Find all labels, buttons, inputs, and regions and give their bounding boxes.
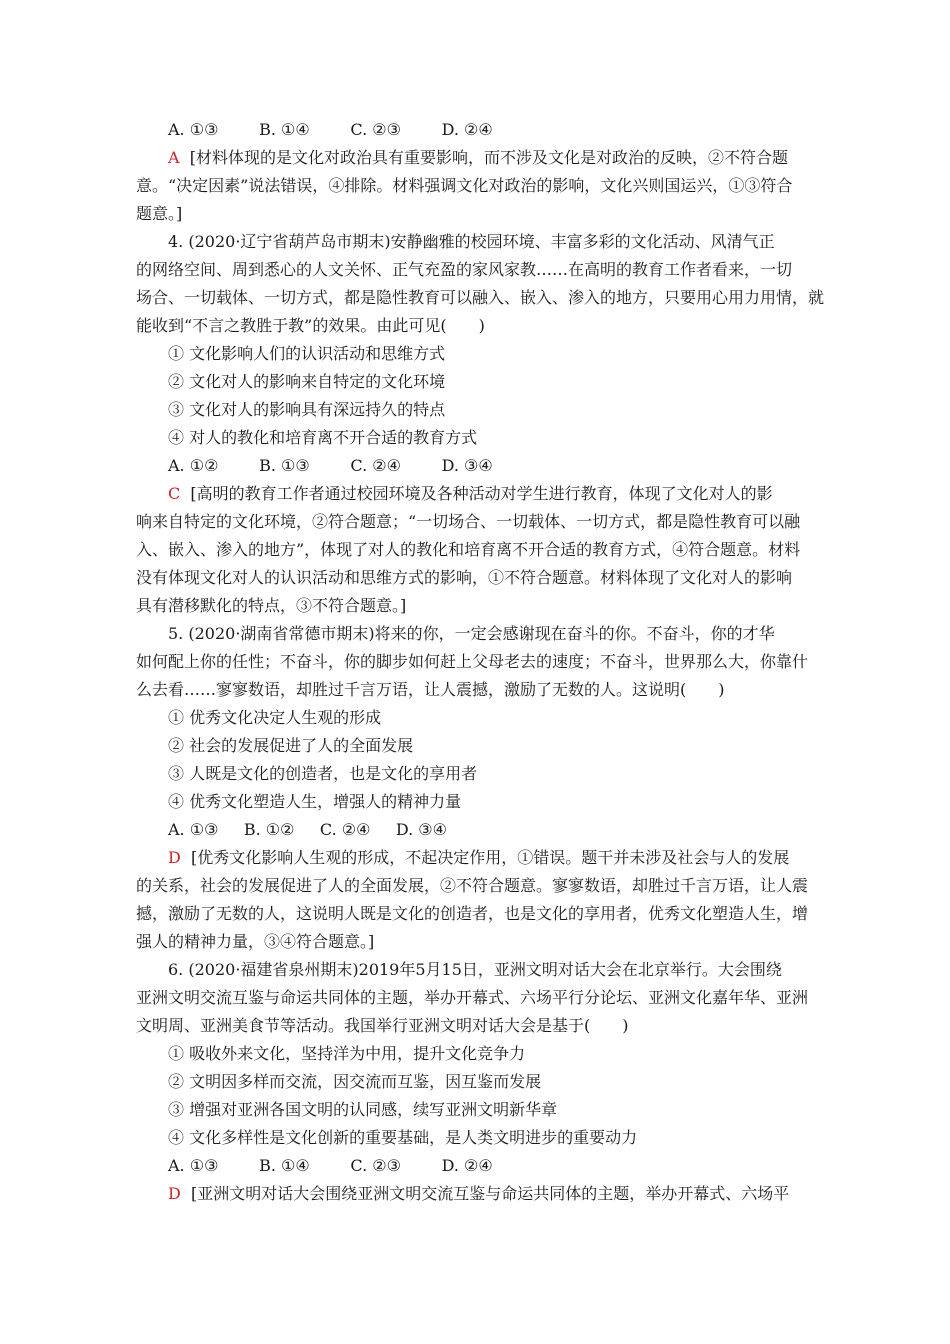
q5-explanation [136, 844, 816, 956]
q6-choice: ① 吸收外来文化，坚持洋为中用，提升文化竞争力 [168, 1044, 526, 1063]
q4-stem-line: 4. (2020·辽宁省葫芦岛市期末)安静幽雅的校园环境、丰富多彩的文化活动、风清气正 [168, 232, 775, 251]
document-page [136, 116, 825, 1208]
q4-choice: ④ 对人的教化和培育离不开合适的教育方式 [168, 428, 478, 447]
q3-explanation [136, 144, 816, 228]
q3-options: A. ①③ B. ①④ C. ②③ D. ②④ [168, 120, 493, 139]
q4-explanation-line: 响来自特定的文化环境，②符合题意；“一切场合、一切载体、一切方式，都是隐性教育可以融 [136, 512, 801, 531]
q4-choice: ② 文化对人的影响来自特定的文化环境 [168, 372, 446, 391]
q5-explanation-line: 撼，激励了无数的人，这说明人既是文化的创造者，也是文化的享用者，优秀文化塑造人生，增 [136, 904, 809, 923]
q6-explanation [136, 1180, 816, 1208]
q5-explanation-line: [优秀文化影响人生观的形成，不起决定作用，①错误。题干并未涉及社会与人的发展 [191, 848, 790, 867]
q5-stem-line: 如何配上你的任性；不奋斗，你的脚步如何赶上父母老去的速度；不奋斗，世界那么大，你靠什 [136, 652, 809, 671]
q4-explanation-line: 入、嵌入、渗入的地方”，体现了对人的教化和培育离不开合适的教育方式，④符合题意。材料 [136, 540, 801, 559]
q6-stem-line: 文明周、亚洲美食节等活动。我国举行亚洲文明对话大会是基于( ) [136, 1016, 629, 1035]
q4-choice: ① 文化影响人们的认识活动和思维方式 [168, 344, 446, 363]
q5-choice: ③ 人既是文化的创造者，也是文化的享用者 [168, 764, 478, 783]
q4-choice: ③ 文化对人的影响具有深远持久的特点 [168, 400, 446, 419]
q6-explanation-line: [亚洲文明对话大会围绕亚洲文明交流互鉴与命运共同体的主题，举办开幕式、六场平 [191, 1184, 790, 1203]
q3-explanation-line: [材料体现的是文化对政治具有重要影响，而不涉及文化是对政治的反映，②不符合题 [189, 148, 788, 167]
q6-choice: ④ 文化多样性是文化创新的重要基础，是人类文明进步的重要动力 [168, 1128, 638, 1147]
q6-choice: ③ 增强对亚洲各国文明的认同感，续写亚洲文明新华章 [168, 1100, 558, 1119]
q5-explanation-line: 强人的精神力量，③④符合题意。] [136, 932, 375, 951]
q4-explanation [136, 480, 816, 620]
q4-explanation-line: 具有潜移默化的特点，③不符合题意。] [136, 596, 407, 615]
q6-stem-line: 亚洲文明交流互鉴与命运共同体的主题，举办开幕式、六场平行分论坛、亚洲文化嘉年华、亚洲 [136, 988, 809, 1007]
q6-stem-line: 6. (2020·福建省泉州期末)2019年5月15日，亚洲文明对话大会在北京举行。大会围绕 [168, 960, 782, 979]
q6-options: A. ①③ B. ①④ C. ②③ D. ②④ [168, 1156, 493, 1175]
q5-stem-line: 5. (2020·湖南省常德市期末)将来的你，一定会感谢现在奋斗的你。不奋斗，你的才华 [168, 624, 775, 643]
q4-explanation-line: [高明的教育工作者通过校园环境及各种活动对学生进行教育，体现了文化对人的影 [190, 484, 773, 503]
q5-answer-letter: D [168, 848, 181, 867]
q5-choice: ① 优秀文化决定人生观的形成 [168, 708, 382, 727]
q4-stem [136, 228, 825, 340]
q5-explanation-line: 的关系，社会的发展促进了人的全面发展，②不符合题意。寥寥数语，却胜过千言万语，让人震 [136, 876, 809, 895]
q5-choice: ② 社会的发展促进了人的全面发展 [168, 736, 414, 755]
q3-explanation-line: 题意。] [136, 204, 183, 223]
q4-explanation-line: 没有体现文化对人的认识活动和思维方式的影响，①不符合题意。材料体现了文化对人的影响 [136, 568, 793, 587]
q3-explanation-line: 意。“决定因素”说法错误，④排除。材料强调文化对政治的影响，文化兴则国运兴，①③符合 [136, 176, 793, 195]
q5-choice: ④ 优秀文化塑造人生，增强人的精神力量 [168, 792, 462, 811]
q4-stem-line: 场合、一切载体、一切方式，都是隐性教育可以融入、嵌入、渗入的地方，只要用心用力用情，就 [136, 288, 825, 307]
q4-answer-letter: C [168, 484, 181, 503]
q6-stem [136, 956, 816, 1040]
q3-answer-letter: A [168, 148, 180, 167]
q5-options: A. ①③ B. ①② C. ②④ D. ③④ [168, 820, 447, 839]
q4-stem-line: 能收到“不言之教胜于教”的效果。由此可见( ) [136, 316, 485, 335]
q6-choice: ② 文明因多样而交流，因交流而互鉴，因互鉴而发展 [168, 1072, 542, 1091]
q5-stem [136, 620, 816, 704]
q4-stem-line: 的网络空间、周到悉心的人文关怀、正气充盈的家风家教……在高明的教育工作者看来，一切 [136, 260, 793, 279]
q4-options: A. ①② B. ①③ C. ②④ D. ③④ [168, 456, 493, 475]
q5-stem-line: 么去看……寥寥数语，却胜过千言万语，让人震撼，激励了无数的人。这说明( ) [136, 680, 725, 699]
q6-answer-letter: D [168, 1184, 181, 1203]
